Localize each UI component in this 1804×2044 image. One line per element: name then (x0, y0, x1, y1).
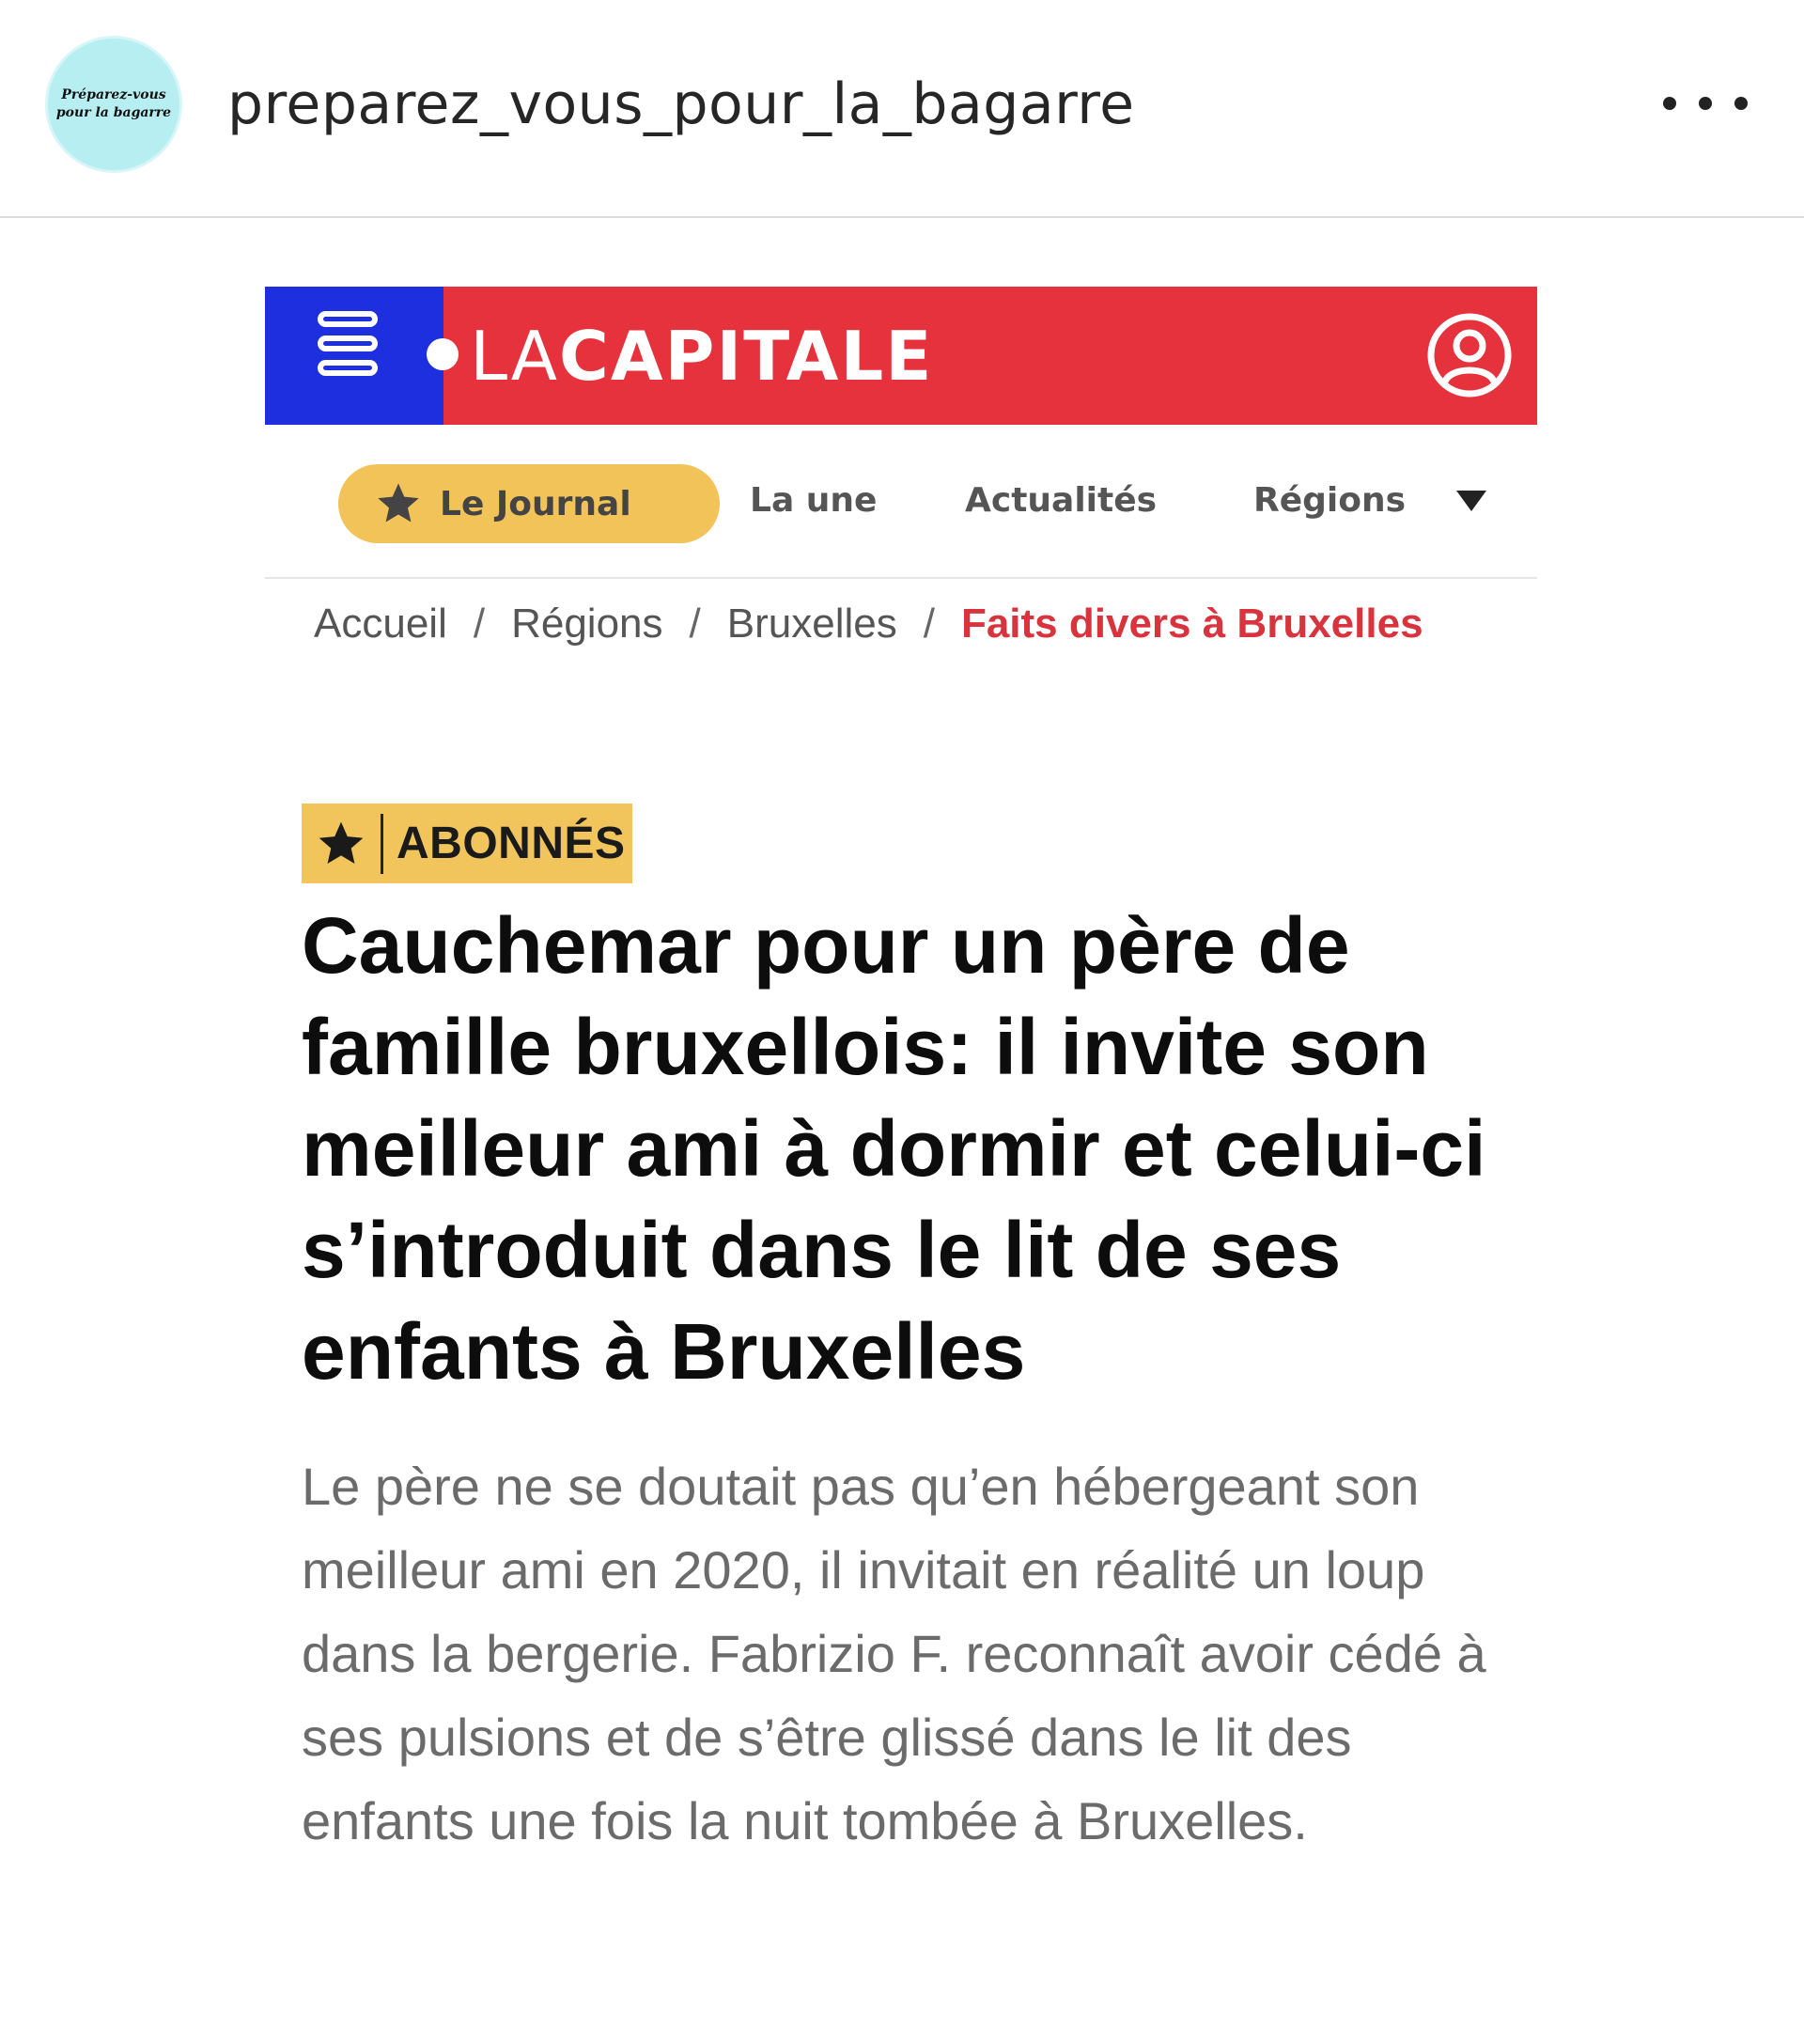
breadcrumb-current[interactable]: Faits divers à Bruxelles (960, 601, 1423, 647)
more-dot (1734, 97, 1748, 110)
star-icon (374, 479, 423, 528)
nav-journal-label: Le Journal (440, 484, 631, 523)
site-header-bar (265, 287, 1537, 425)
breadcrumb-separator: / (689, 601, 701, 647)
article-lede: Le père ne se doutait pas qu’en hébergeant son meilleur ami en 2020, il invitait en réalité un loup dans la bergerie. Fabrizio F. reconnaît avoir cédé à ses pulsions et de s’être glissé dans le lit des enfants une fois la nuit tombée à Bruxelles. (302, 1457, 1486, 1850)
nav-item-la-une[interactable]: La une (750, 481, 878, 520)
breadcrumb-item-accueil[interactable]: Accueil (314, 601, 447, 647)
avatar-text-line1: Préparez-vous (61, 87, 166, 102)
star-icon (315, 818, 367, 870)
more-dot (1663, 97, 1676, 110)
more-dot (1699, 97, 1712, 110)
main-nav (265, 460, 1537, 577)
subscriber-badge (302, 804, 632, 883)
avatar-text-line2: pour la bagarre (55, 105, 172, 120)
logo-bold-text: CAPITALE (559, 317, 934, 396)
nav-journal-button[interactable] (338, 464, 720, 543)
breadcrumb-separator: / (923, 601, 935, 647)
hamburger-menu-icon (318, 311, 385, 401)
user-account-icon[interactable] (1424, 310, 1515, 400)
avatar[interactable] (45, 36, 182, 173)
nav-item-regions[interactable]: Régions (1253, 481, 1407, 520)
breadcrumb-item-regions[interactable]: Régions (511, 601, 663, 647)
divider (265, 577, 1537, 579)
post-header (0, 0, 1804, 218)
menu-button[interactable] (265, 287, 443, 425)
username[interactable]: preparez_vous_pour_la_bagarre (227, 71, 1135, 137)
breadcrumb (314, 598, 1423, 650)
logo-light-text: LA (470, 317, 560, 396)
nav-item-actualites[interactable]: Actualités (965, 481, 1158, 520)
badge-label: ABONNÉS (397, 819, 626, 868)
site-logo[interactable] (470, 317, 933, 396)
breadcrumb-separator: / (473, 601, 486, 647)
article-headline: Cauchemar pour un père de famille bruxellois: il invite son meilleur ami à dormir et celui-ci s’introduit dans le lit de ses enfants à Bruxelles (302, 901, 1486, 1396)
more-horizontal-icon[interactable] (1663, 75, 1748, 132)
chevron-down-icon[interactable] (1456, 491, 1486, 511)
badge-divider (381, 814, 383, 874)
breadcrumb-item-bruxelles[interactable]: Bruxelles (726, 601, 897, 647)
logo-dot (427, 338, 459, 370)
